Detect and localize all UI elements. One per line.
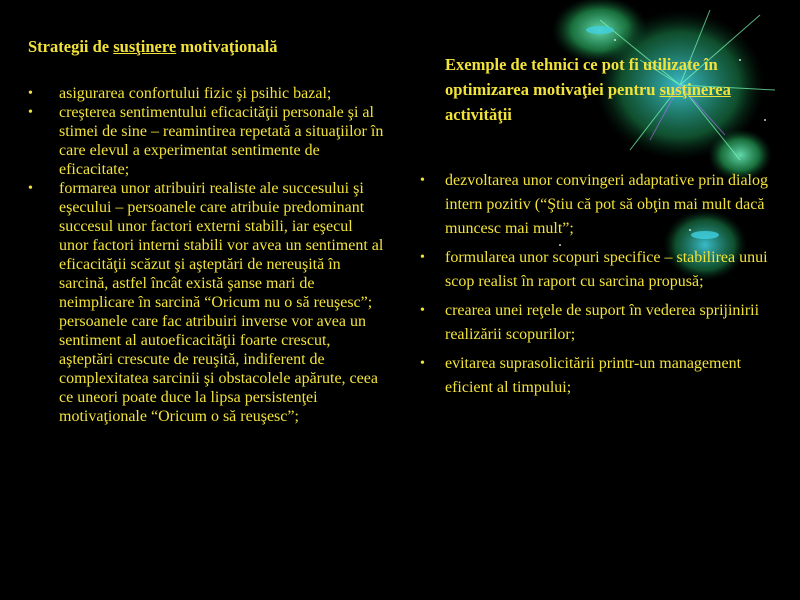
bullet-icon: •: [420, 356, 425, 371]
left-title: Strategii de susţinere motivaţională: [28, 37, 278, 56]
bullet-icon: •: [28, 105, 33, 120]
bullet-icon: •: [420, 303, 425, 318]
list-item: • formarea unor atribuiri realiste ale succesului şi eşecului – persoanele care atribuie predominant succesul unor factori externi stabili, iar eşecul unor factori interni stabili vor avea un sentiment al eficacităţii scăzut şi aşteptări de nereuşită în sarcină, astfel încât există şanse mari de neimplicare în sarcină “Oricum nu o să reuşesc”; persoanele care fac atribuiri inverse vor avea un sentiment al autoeficacităţii foarte crescut, aşteptări crescute de reuşită, indiferent de complexitatea sarcinii şi obstacolele apărute, ceea ce uneori poate duce la lipsa persistenţei motivaţionale “Oricum o să reuşesc”;: [28, 180, 384, 425]
list-item: • crearea unei reţele de suport în vederea sprijinirii realizării scopurilor;: [420, 299, 770, 347]
right-title: Exemple de tehnici ce pot fi utilizate în optimizarea motivaţiei pentru susţinerea activităţii: [445, 55, 731, 124]
bullet-icon: •: [28, 86, 33, 101]
list-item: • asigurarea confortului fizic şi psihic bazal;: [28, 85, 332, 102]
list-item: • formularea unor scopuri specifice – stabilirea unui scop realist în raport cu sarcina propusă;: [420, 246, 770, 294]
bullet-icon: •: [420, 250, 425, 265]
list-item: • dezvoltarea unor convingeri adaptative prin dialog intern pozitiv (“Ştiu că pot să obţin mai mult dacă muncesc mai mult”;: [420, 169, 770, 241]
right-column: [420, 52, 770, 405]
left-column: [28, 36, 384, 426]
right-bullet-list: [420, 169, 770, 400]
bullet-icon: •: [420, 173, 425, 188]
list-item: • creşterea sentimentului eficacităţii personale şi al stimei de sine – reamintirea repetată a situaţiilor în care elevul a experimentat sentimente de eficacitate;: [28, 104, 384, 178]
bullet-icon: •: [28, 181, 33, 196]
left-bullet-list: [28, 84, 384, 426]
list-item: • evitarea suprasolicitării printr-un management eficient al timpului;: [420, 352, 770, 400]
